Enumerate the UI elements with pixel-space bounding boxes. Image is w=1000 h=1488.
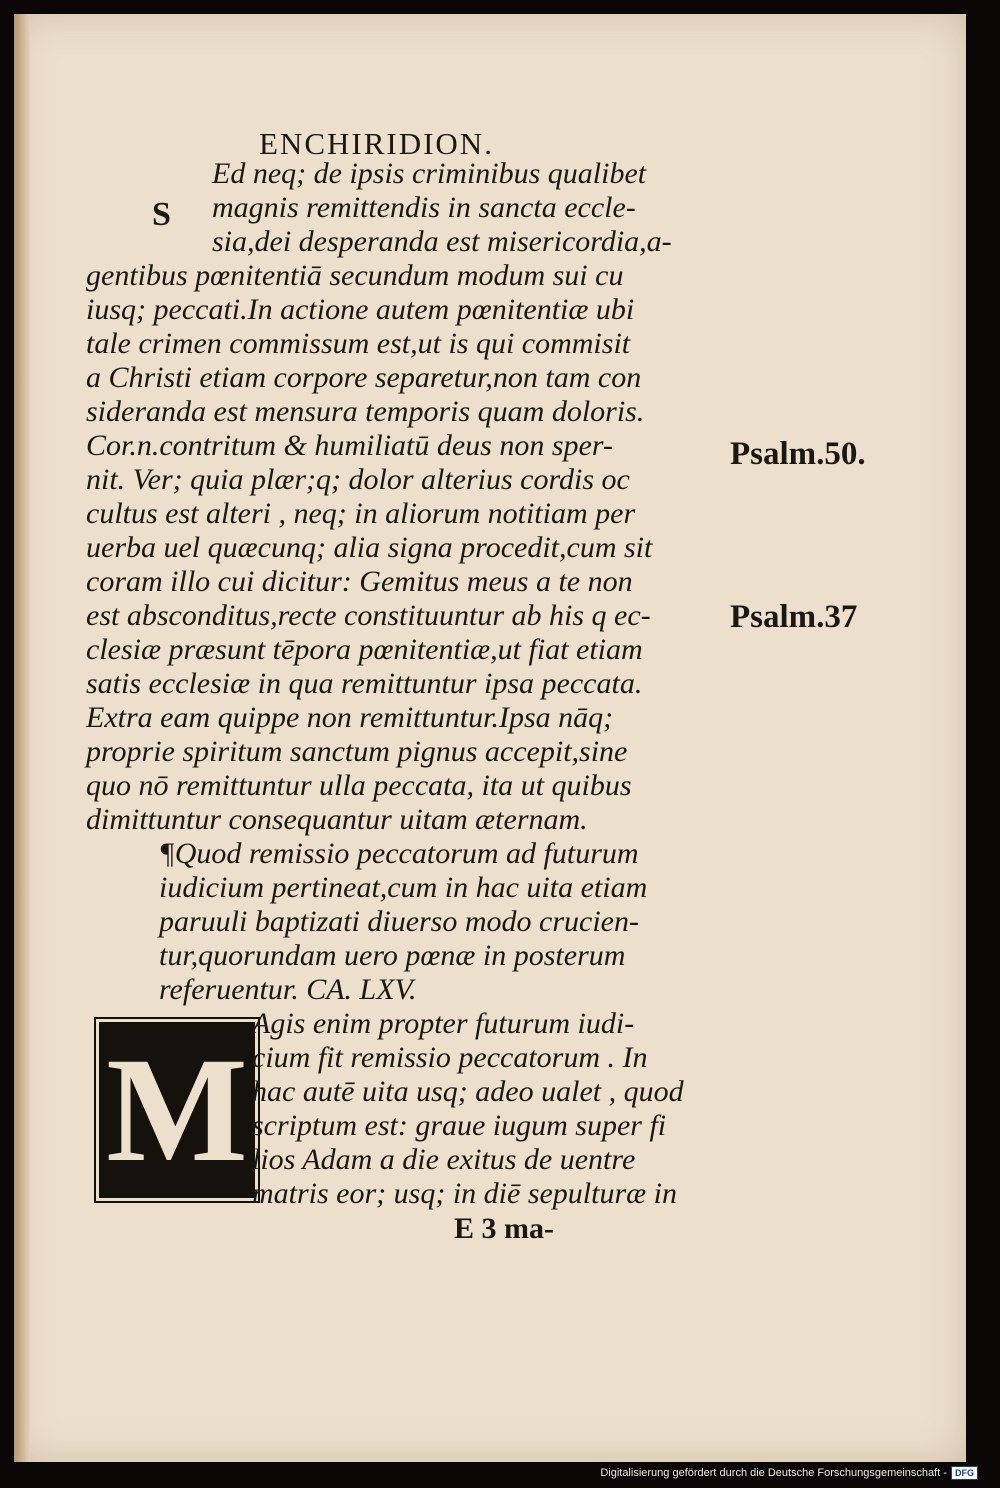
text-line: a Christi etiam corpore separetur,non tam con (86, 361, 642, 394)
text-line: Cor.n.contritum & humiliatū deus non sper- (86, 429, 613, 462)
chapter-heading-line: referuentur. CA. LXV. (159, 973, 417, 1006)
text-line: quo nō remittuntur ulla peccata, ita ut quibus (86, 769, 632, 802)
text-line: satis ecclesiæ in qua remittuntur ipsa peccata. (86, 667, 643, 700)
text-line: magnis remittendis in sancta eccle- (212, 191, 636, 224)
text-line: proprie spiritum sanctum pignus accepit,sine (86, 735, 628, 768)
text-line: uerba uel quæcunq; alia signa procedit,cum sit (86, 531, 653, 564)
text-line: cultus est alteri , neq; in aliorum notitiam per (86, 497, 636, 530)
chapter-heading-line: paruuli baptizati diuerso modo crucien- (159, 905, 639, 938)
text-line: hac autē uita usq; adeo ualet , quod (252, 1075, 684, 1108)
text-line: Ed neq; de ipsis criminibus qualibet (212, 157, 647, 190)
text-line: est absconditus,recte constituuntur ab his q ec- (86, 599, 651, 632)
initial-letter: M (106, 1027, 248, 1193)
text-line: lios Adam a die exitus de uentre (252, 1143, 636, 1176)
lead-letter: S (152, 196, 171, 233)
marginal-note: Psalm.50. (730, 436, 866, 472)
text-line: cium fit remissio peccatorum . In (252, 1041, 648, 1074)
text-line: coram illo cui dicitur: Gemitus meus a te non (86, 565, 633, 598)
text-line: Agis enim propter futurum iudi- (252, 1007, 635, 1040)
text-line: Extra eam quippe non remittuntur.Ipsa nāq; (86, 701, 614, 734)
text-line: sia,dei desperanda est misericordia,a- (212, 225, 672, 258)
text-line: nit. Ver; quia plær;q; dolor alterius cordis oc (86, 463, 630, 496)
running-header: ENCHIRIDION. (259, 126, 494, 161)
chapter-heading-line: iudicium pertineat,cum in hac uita etiam (159, 871, 648, 904)
page-edge (14, 14, 30, 1462)
text-line: iusq; peccati.In actione autem pœnitentiæ ubi (86, 293, 635, 326)
digitization-credit (600, 1466, 978, 1480)
signature-catchword: E 3 ma- (454, 1212, 554, 1245)
text-line: clesiæ præsunt tēpora pœnitentiæ,ut fiat etiam (86, 633, 643, 666)
text-line: scriptum est: graue iugum super fi (252, 1109, 667, 1142)
chapter-heading-line: ¶Quod remissio peccatorum ad futurum (159, 837, 639, 870)
credit-text: Digitalisierung gefördert durch die Deutsche Forschungsgemeinschaft - (600, 1467, 947, 1479)
text-line: matris eor; usq; in diē sepulturæ in (252, 1177, 677, 1210)
marginal-note: Psalm.37 (730, 599, 858, 635)
text-line: dimittuntur consequantur uitam æternam. (86, 803, 588, 836)
chapter-heading-line: tur,quorundam uero pœnæ in posterum (159, 939, 626, 972)
text-line: sideranda est mensura temporis quam doloris. (86, 395, 645, 428)
dfg-logo: DFG (951, 1466, 978, 1480)
decorated-initial (99, 1022, 255, 1198)
book-page (14, 14, 966, 1462)
text-line: tale crimen commissum est,ut is qui commisit (86, 327, 631, 360)
text-line: gentibus pœnitentiā secundum modum sui cu (86, 259, 624, 292)
